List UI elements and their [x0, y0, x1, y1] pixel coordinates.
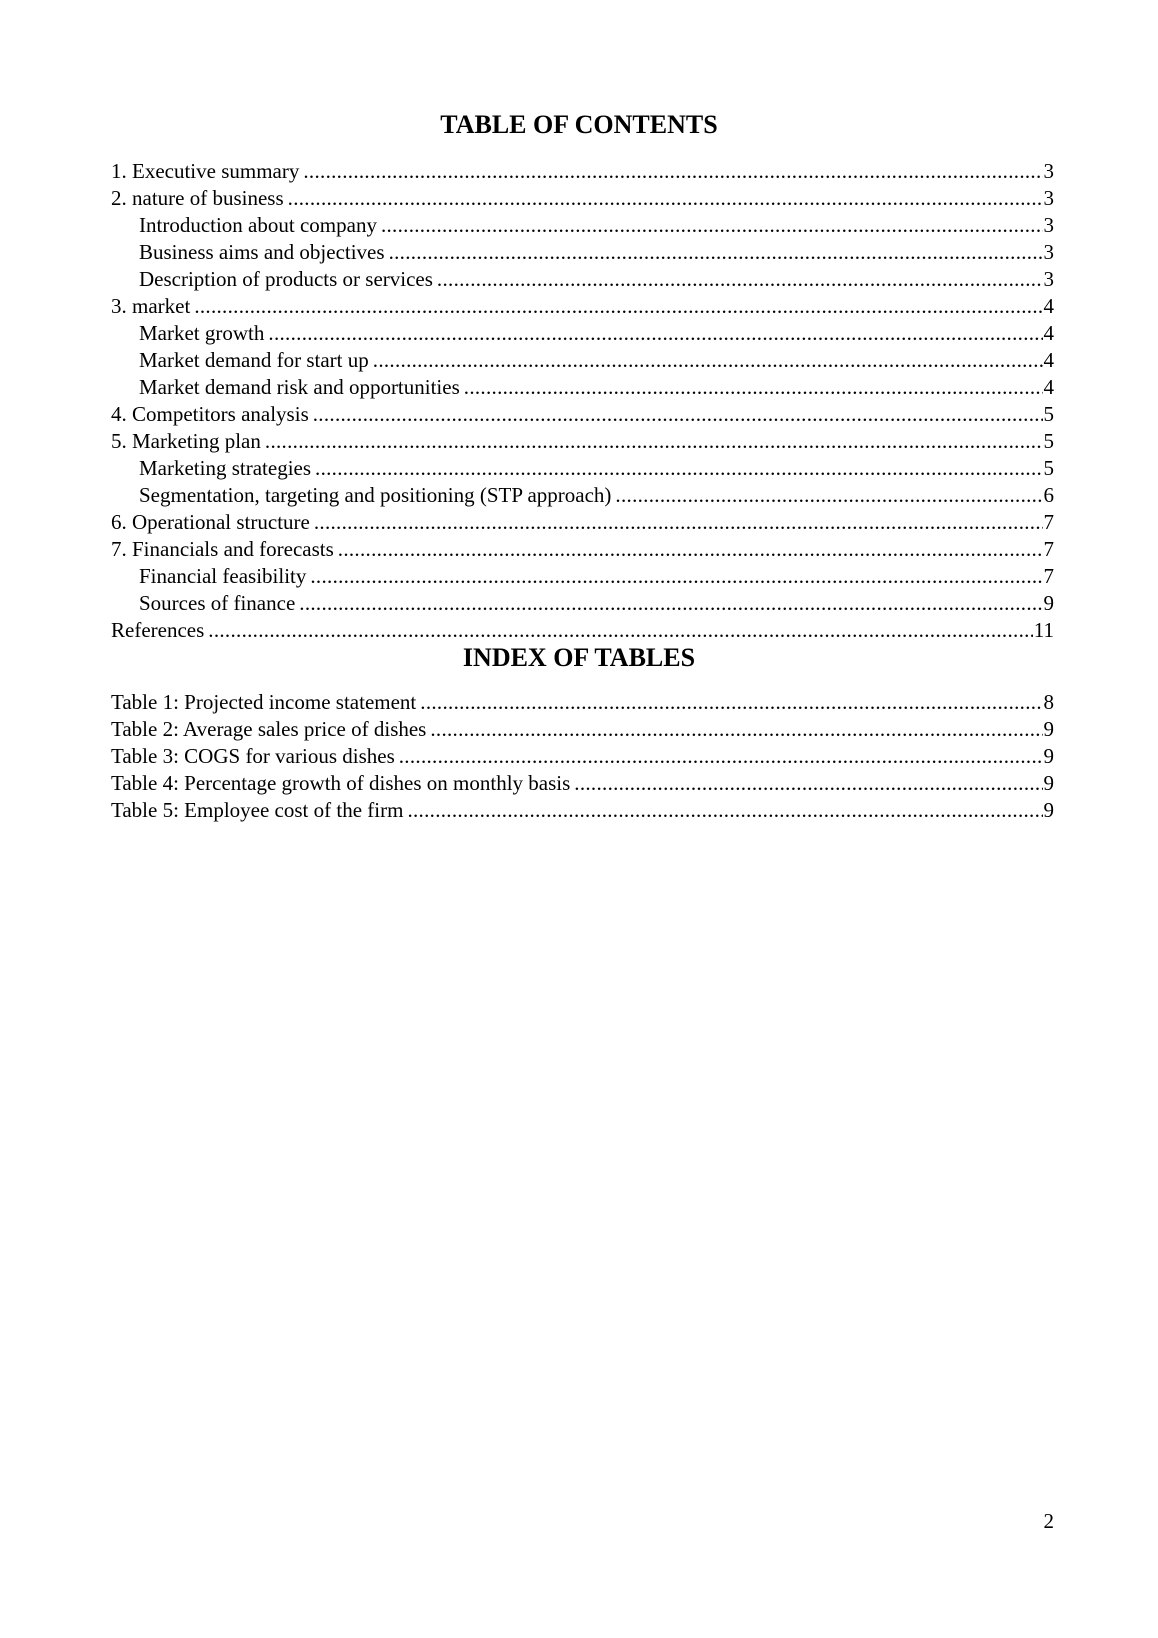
entry-label: Table 2: Average sales price of dishes: [111, 717, 427, 741]
entry-page-number: 9: [1043, 744, 1054, 768]
toc-heading: TABLE OF CONTENTS: [440, 110, 718, 139]
dot-leader: [464, 374, 1043, 401]
dot-leader: [268, 320, 1042, 347]
entry-label: Market demand risk and opportunities: [139, 375, 460, 399]
toc-entry[interactable]: [111, 239, 1054, 266]
dot-leader: [313, 401, 1043, 428]
toc-entry[interactable]: [111, 320, 1054, 347]
toc-entry[interactable]: [111, 509, 1054, 536]
entry-label: Segmentation, targeting and positioning (STP approach): [139, 483, 612, 507]
dot-leader: [194, 293, 1042, 320]
dot-leader: [615, 482, 1042, 509]
dot-leader: [399, 743, 1043, 770]
entry-page-number: 9: [1043, 591, 1054, 615]
dot-leader: [310, 563, 1042, 590]
entry-page-number: 7: [1043, 510, 1054, 534]
dot-leader: [288, 185, 1043, 212]
entry-label: Market demand for start up: [139, 348, 369, 372]
entry-label: Financial feasibility: [139, 564, 307, 588]
entry-page-number: 3: [1043, 213, 1054, 237]
toc-entry[interactable]: [111, 158, 1054, 185]
dot-leader: [315, 455, 1042, 482]
toc-entry[interactable]: [111, 428, 1054, 455]
toc-entry[interactable]: [111, 266, 1054, 293]
entry-label: Description of products or services: [139, 267, 433, 291]
entry-label: Marketing strategies: [139, 456, 312, 480]
dot-leader: [389, 239, 1043, 266]
entry-label: 1. Executive summary: [111, 159, 300, 183]
entry-label: 5. Marketing plan: [111, 429, 261, 453]
toc-entry[interactable]: [111, 455, 1054, 482]
entry-page-number: 3: [1043, 267, 1054, 291]
index-of-tables-list: [111, 689, 1054, 824]
dot-leader: [303, 158, 1042, 185]
table-index-entry[interactable]: [111, 743, 1054, 770]
toc-entry[interactable]: [111, 617, 1054, 644]
entry-page-number: 9: [1043, 771, 1054, 795]
entry-page-number: 9: [1043, 717, 1054, 741]
entry-page-number: 9: [1043, 798, 1054, 822]
entry-label: References: [111, 618, 205, 642]
toc-entry[interactable]: [111, 401, 1054, 428]
entry-page-number: 5: [1043, 429, 1054, 453]
toc-list: [111, 158, 1054, 644]
entry-page-number: 4: [1043, 348, 1054, 372]
entry-label: Sources of finance: [139, 591, 296, 615]
entry-page-number: 3: [1043, 186, 1054, 210]
dot-leader: [338, 536, 1043, 563]
toc-entry[interactable]: [111, 590, 1054, 617]
entry-label: Business aims and objectives: [139, 240, 385, 264]
entry-page-number: 5: [1043, 456, 1054, 480]
page-number: 2: [1043, 1509, 1054, 1533]
dot-leader: [407, 797, 1042, 824]
table-index-entry[interactable]: [111, 770, 1054, 797]
toc-entry[interactable]: [111, 482, 1054, 509]
toc-entry[interactable]: [111, 563, 1054, 590]
dot-leader: [420, 689, 1042, 716]
toc-entry[interactable]: [111, 536, 1054, 563]
dot-leader: [208, 617, 1032, 644]
table-index-entry[interactable]: [111, 716, 1054, 743]
toc-entry[interactable]: [111, 347, 1054, 374]
entry-label: 6. Operational structure: [111, 510, 310, 534]
table-index-entry[interactable]: [111, 797, 1054, 824]
entry-page-number: 4: [1043, 294, 1054, 318]
entry-page-number: 3: [1043, 240, 1054, 264]
dot-leader: [574, 770, 1042, 797]
entry-label: 7. Financials and forecasts: [111, 537, 334, 561]
toc-entry[interactable]: [111, 185, 1054, 212]
entry-page-number: 6: [1043, 483, 1054, 507]
dot-leader: [299, 590, 1042, 617]
entry-label: 2. nature of business: [111, 186, 284, 210]
toc-entry[interactable]: [111, 293, 1054, 320]
entry-page-number: 11: [1033, 618, 1054, 642]
toc-entry[interactable]: [111, 374, 1054, 401]
dot-leader: [314, 509, 1043, 536]
entry-page-number: 7: [1043, 537, 1054, 561]
index-of-tables-heading: INDEX OF TABLES: [462, 643, 696, 672]
entry-label: Table 1: Projected income statement: [111, 690, 417, 714]
dot-leader: [381, 212, 1043, 239]
entry-page-number: 7: [1043, 564, 1054, 588]
entry-label: 4. Competitors analysis: [111, 402, 309, 426]
dot-leader: [265, 428, 1043, 455]
dot-leader: [437, 266, 1043, 293]
entry-page-number: 5: [1043, 402, 1054, 426]
entry-page-number: 8: [1043, 690, 1054, 714]
entry-label: Table 4: Percentage growth of dishes on monthly basis: [111, 771, 571, 795]
dot-leader: [373, 347, 1043, 374]
entry-label: Market growth: [139, 321, 265, 345]
entry-label: Introduction about company: [139, 213, 377, 237]
entry-label: Table 5: Employee cost of the firm: [111, 798, 404, 822]
toc-entry[interactable]: [111, 212, 1054, 239]
entry-page-number: 4: [1043, 375, 1054, 399]
table-index-entry[interactable]: [111, 689, 1054, 716]
entry-label: 3. market: [111, 294, 191, 318]
entry-page-number: 4: [1043, 321, 1054, 345]
dot-leader: [430, 716, 1042, 743]
entry-label: Table 3: COGS for various dishes: [111, 744, 395, 768]
entry-page-number: 3: [1043, 159, 1054, 183]
